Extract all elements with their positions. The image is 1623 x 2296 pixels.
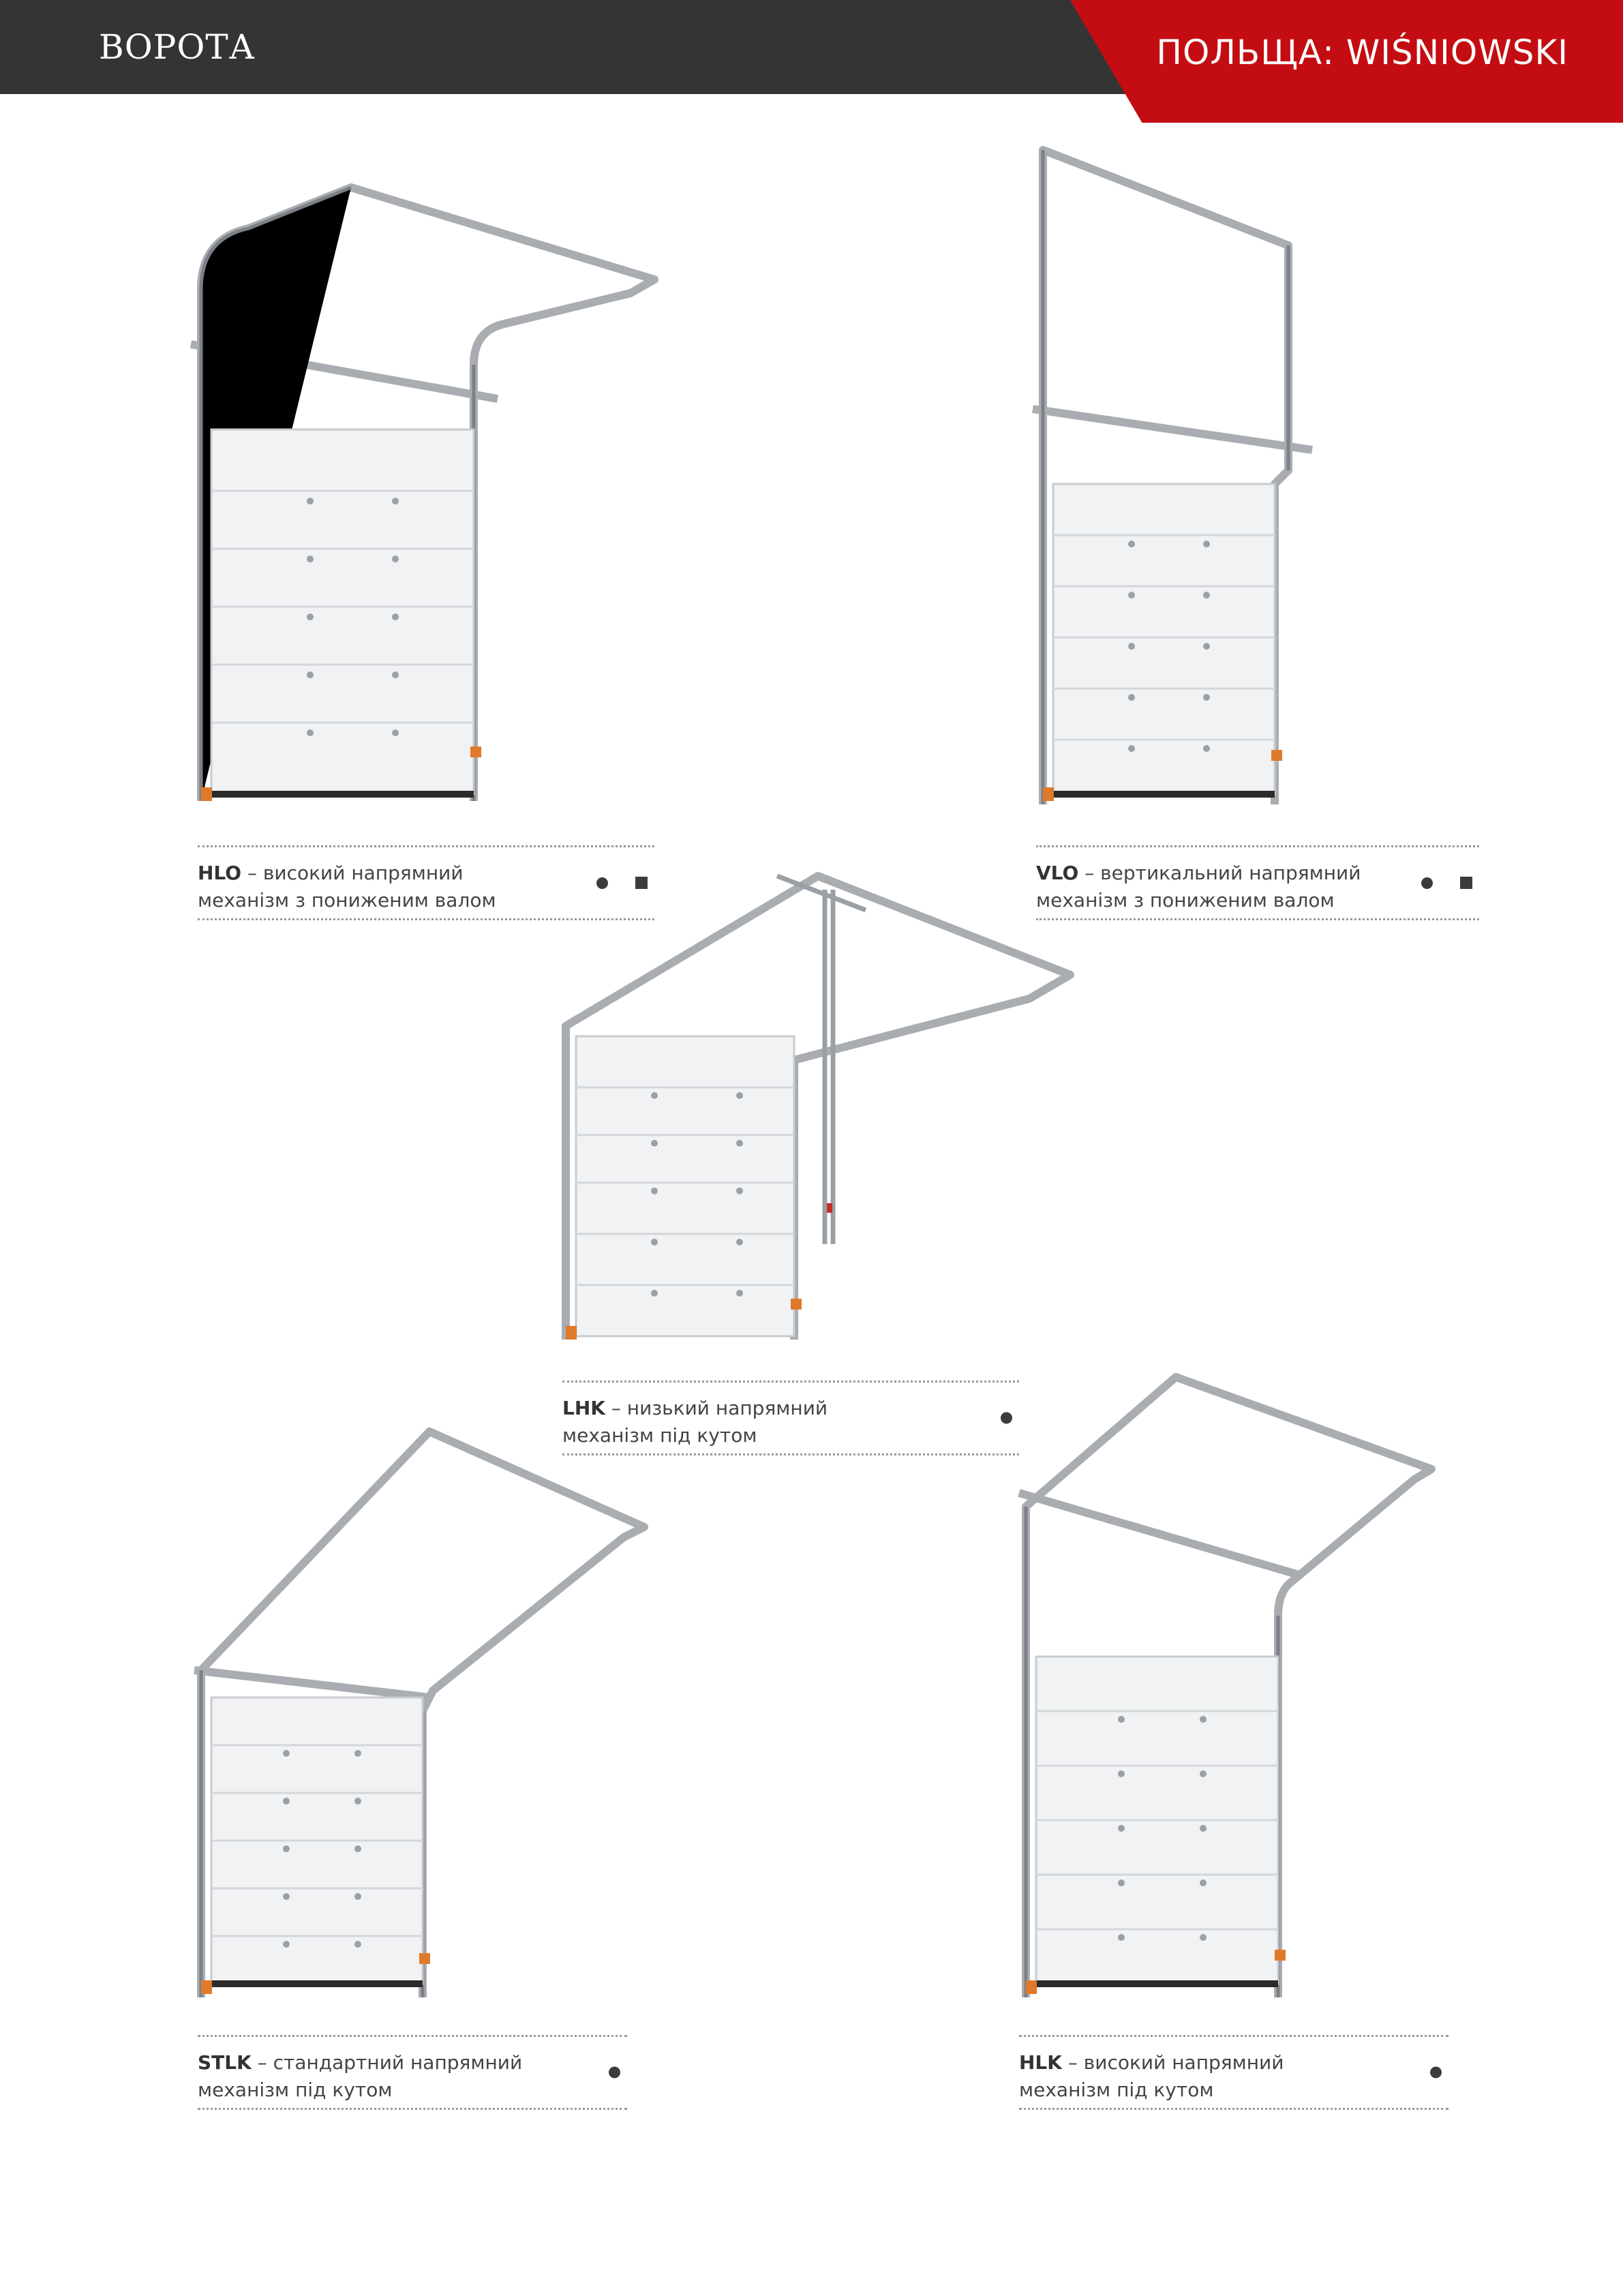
section-title: ВОРОТА [99, 27, 256, 67]
hlk-caption [1019, 2035, 1448, 2110]
item-code: HLK [1019, 2051, 1062, 2074]
item-code: HLO [198, 862, 242, 884]
stlk-caption [198, 2035, 627, 2110]
header-bar [0, 0, 1623, 94]
hlk-door-illustration [1005, 1357, 1442, 2011]
vlo-caption [1036, 845, 1479, 920]
circle-marker-icon [609, 2067, 620, 2079]
item-description: механізм з пониженим валом [198, 889, 496, 911]
vlo-door-illustration [1026, 136, 1333, 818]
stlk-door-illustration [187, 1418, 651, 2011]
item-code: LHK [562, 1397, 605, 1419]
item-description: механізм під кутом [198, 2079, 393, 2101]
item-description: механізм під кутом [1019, 2079, 1214, 2101]
item-description: – стандартний напрямний [257, 2051, 523, 2074]
vlo-door-drawing [1026, 136, 1333, 818]
item-description: – високий напрямний [1067, 2051, 1284, 2074]
hlo-door-drawing [184, 174, 661, 821]
hlo-door-illustration [184, 174, 661, 821]
lhk-door-drawing [552, 862, 1084, 1353]
circle-marker-icon [1430, 2067, 1442, 2079]
item-description: механізм з пониженим валом [1036, 889, 1335, 911]
item-description: механізм під кутом [562, 1424, 757, 1447]
item-description: – високий напрямний [247, 862, 464, 884]
square-marker-icon [1460, 877, 1472, 889]
country-brand-title: ПОЛЬЩА: WIŚNIOWSKI [1156, 33, 1568, 72]
item-code: VLO [1036, 862, 1079, 884]
item-description: – вертикальний напрямний [1084, 862, 1361, 884]
lhk-door-illustration [552, 862, 1084, 1353]
circle-marker-icon [1421, 877, 1433, 889]
stlk-door-drawing [187, 1418, 651, 2011]
item-code: STLK [198, 2051, 252, 2074]
item-description: – низький напрямний [611, 1397, 828, 1419]
hlk-door-drawing [1005, 1357, 1442, 2011]
